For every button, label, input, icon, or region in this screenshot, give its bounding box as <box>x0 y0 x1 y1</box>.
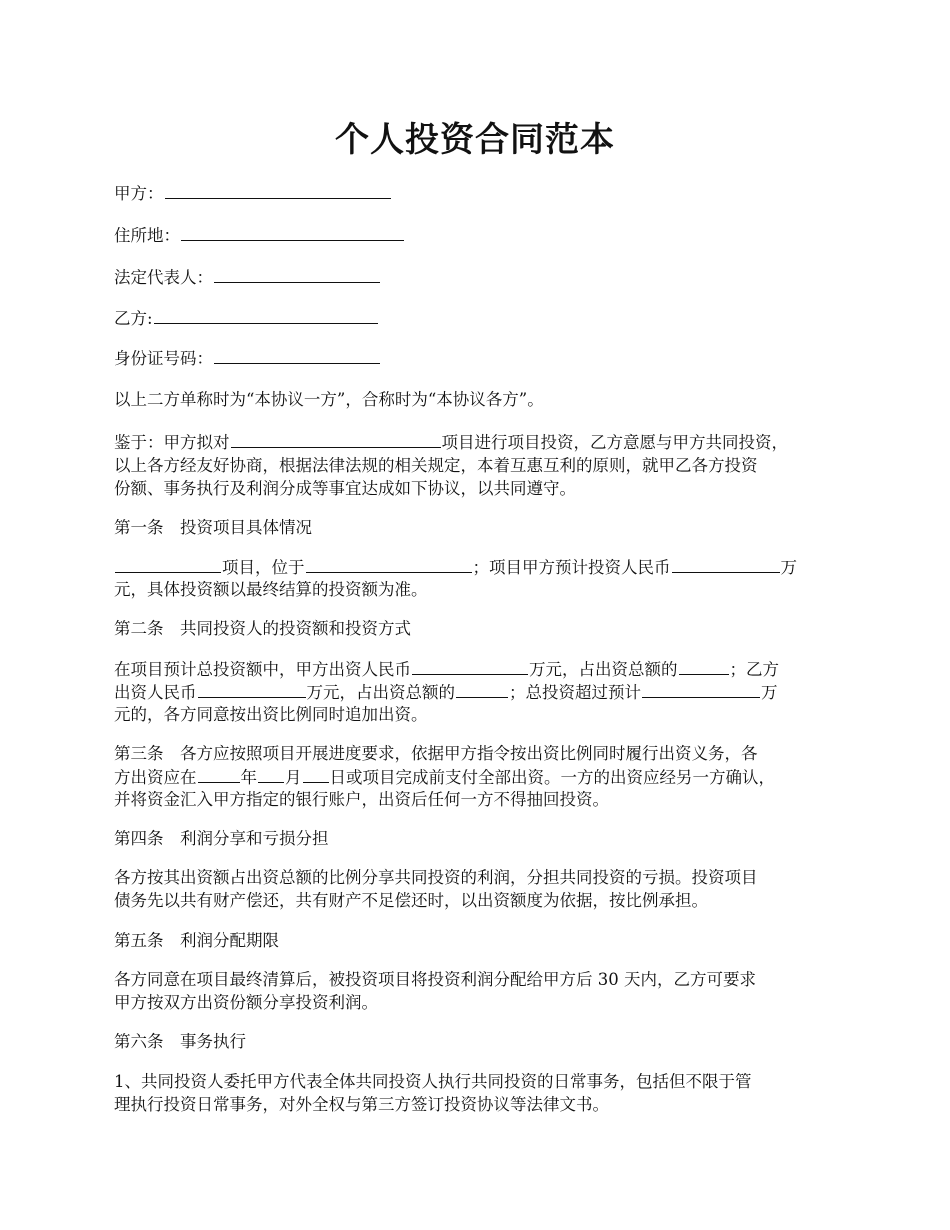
art2-b-amount-blank <box>198 680 306 698</box>
article-2-line-2 <box>114 680 778 705</box>
article-5-line-1: 各方同意在项目最终清算后，被投资项目将投资利润分配给甲方后 30 天内，乙方可要求 <box>114 970 756 989</box>
article-3-line-1: 第三条 各方应按照项目开展进度要求，依据甲方指令按出资比例同时履行出资义务，各 <box>114 744 758 763</box>
address-line <box>114 223 405 248</box>
article-1-heading: 第一条 投资项目具体情况 <box>114 518 312 537</box>
art3-month-blank <box>258 765 284 783</box>
document-title: 个人投资合同范本 <box>335 120 615 160</box>
article-3-line-3: 并将资金汇入甲方指定的银行账户，出资后任何一方不得抽回投资。 <box>114 790 609 809</box>
article-6-line-1: 1、共同投资人委托甲方代表全体共同投资人执行共同投资的日常事务，包括但不限于管 <box>114 1072 752 1091</box>
art2-a-amount-blank <box>412 657 528 675</box>
art3-year-blank <box>198 765 240 783</box>
article-6-heading: 第六条 事务执行 <box>114 1032 246 1051</box>
legal-rep-label: 法定代表人： <box>114 268 213 287</box>
intro-paragraph: 以上二方单称时为“本协议一方”，合称时为“本协议各方”。 <box>114 390 544 409</box>
article-5-heading: 第五条 利润分配期限 <box>114 931 279 950</box>
art3-text-2b: 年 <box>240 768 257 787</box>
party-a-blank <box>165 181 391 199</box>
article-1-line-2: 元，具体投资额以最终结算的投资额为准。 <box>114 580 428 599</box>
article-4-line-2: 债务先以共有财产偿还，共有财产不足偿还时，以出资额度为依据，按比例承担。 <box>114 891 708 910</box>
recital-line-3: 份额、事务执行及利润分成等事宜达成如下协议，以共同遵守。 <box>114 479 576 498</box>
id-number-label: 身份证号码： <box>114 349 213 368</box>
article-2-line-3: 元的，各方同意按出资比例同时追加出资。 <box>114 705 428 724</box>
recital-line-1 <box>114 430 788 455</box>
legal-rep-line <box>114 265 381 290</box>
art2-b-ratio-blank <box>456 680 508 698</box>
art1-project-blank <box>115 555 221 573</box>
art1-location-blank <box>306 555 472 573</box>
article-1-line-1 <box>114 555 797 580</box>
article-6-line-2: 理执行投资日常事务，对外全权与第三方签订投资协议等法律文书。 <box>114 1095 609 1114</box>
art2-text-1c: ；乙方 <box>729 660 779 679</box>
art1-text-1c: 万 <box>780 558 797 577</box>
art1-amount-blank <box>672 555 780 573</box>
art2-text-2a: 出资人民币 <box>114 683 197 702</box>
party-b-label: 乙方: <box>114 309 153 328</box>
article-4-line-1: 各方按其出资额占出资总额的比例分享共同投资的利润，分担共同投资的亏损。投资项目 <box>114 868 758 887</box>
art2-text-2b: 万元，占出资总额的 <box>306 683 455 702</box>
party-a-line <box>114 181 392 206</box>
article-4-heading: 第四条 利润分享和亏损分担 <box>114 829 329 848</box>
art2-text-1a: 在项目预计总投资额中，甲方出资人民币 <box>114 660 411 679</box>
art1-text-1a: 项目，位于 <box>222 558 305 577</box>
recital-text-1a: 鉴于：甲方拟对 <box>114 433 230 452</box>
art2-text-2c: ；总投资超过预计 <box>509 683 641 702</box>
legal-rep-blank <box>214 265 380 283</box>
recital-text-1b: 项目进行项目投资，乙方意愿与甲方共同投资， <box>441 433 788 452</box>
art3-day-blank <box>303 765 329 783</box>
party-b-line <box>114 306 379 331</box>
party-a-label: 甲方： <box>114 184 164 203</box>
art2-text-1b: 万元，占出资总额的 <box>529 660 678 679</box>
article-3-line-2 <box>114 765 775 790</box>
id-number-line <box>114 346 381 371</box>
address-label: 住所地： <box>114 226 180 245</box>
id-number-blank <box>214 346 380 364</box>
art3-text-2d: 日或项目完成前支付全部出资。一方的出资应经另一方确认， <box>329 768 775 787</box>
recital-project-blank <box>231 430 441 448</box>
party-b-blank <box>154 306 378 324</box>
art3-text-2a: 方出资应在 <box>114 768 197 787</box>
art2-text-2d: 万 <box>761 683 778 702</box>
art1-text-1b: ；项目甲方预计投资人民币 <box>472 558 671 577</box>
article-2-line-1 <box>114 657 779 682</box>
art2-a-ratio-blank <box>679 657 729 675</box>
art3-text-2c: 月 <box>285 768 302 787</box>
art2-total-blank <box>642 680 760 698</box>
article-2-heading: 第二条 共同投资人的投资额和投资方式 <box>114 619 411 638</box>
article-5-line-2: 甲方按双方出资份额分享投资利润。 <box>114 993 378 1012</box>
recital-line-2: 以上各方经友好协商，根据法律法规的相关规定，本着互惠互利的原则，就甲乙各方投资 <box>114 456 758 475</box>
address-blank <box>181 223 404 241</box>
